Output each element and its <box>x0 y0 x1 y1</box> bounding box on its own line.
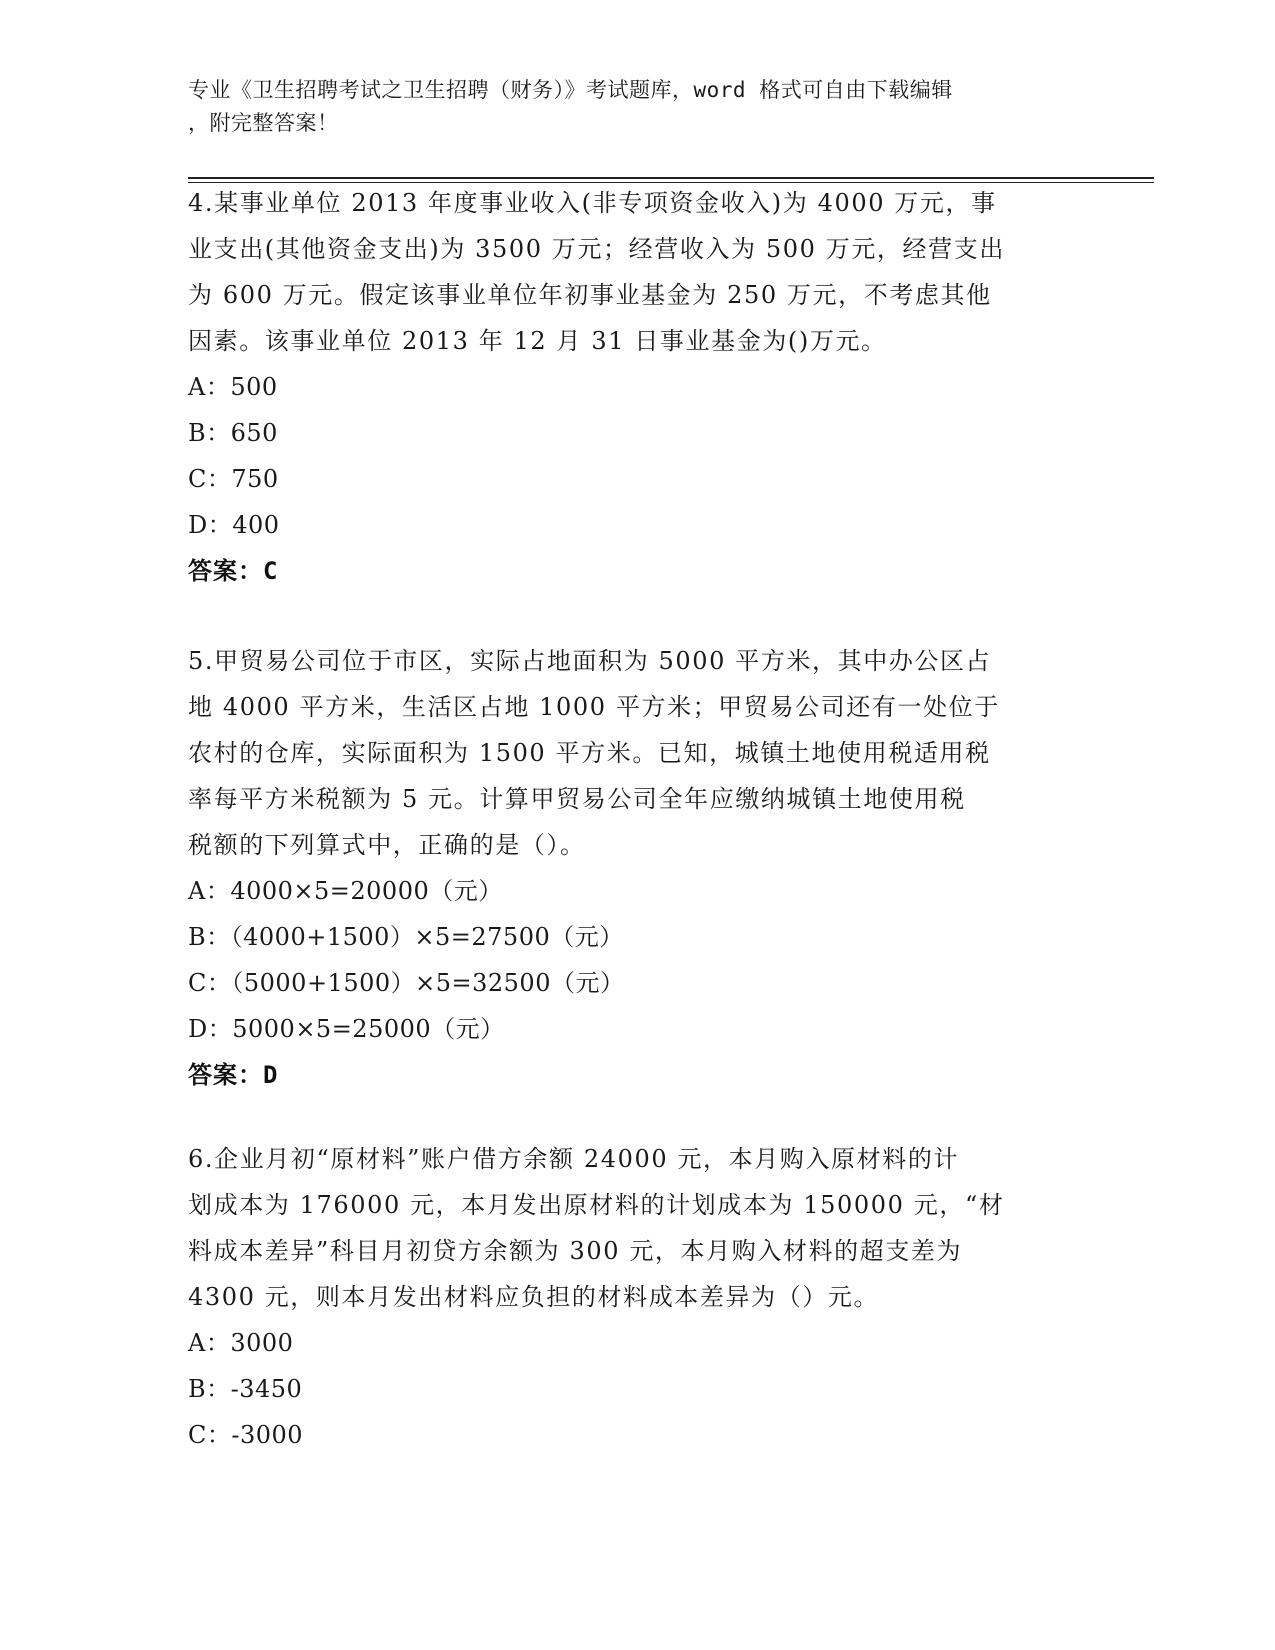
question-text-line: 为 600 万元。假定该事业单位年初事业基金为 250 万元，不考虑其他 <box>188 281 992 309</box>
header-divider-thick <box>188 177 1154 179</box>
answer-line: 答案：D <box>188 1061 279 1089</box>
question-text-line: 6.企业月初“原材料”账户借方余额 24000 元，本月购入原材料的计 <box>188 1145 960 1173</box>
option-d: D：5000×5=25000（元） <box>188 1015 505 1043</box>
option-b: B：-3450 <box>188 1375 303 1403</box>
question-text-line: 因素。该事业单位 2013 年 12 月 31 日事业基金为()万元。 <box>188 327 887 355</box>
option-c: C：-3000 <box>188 1421 304 1449</box>
option-a: A：500 <box>188 373 278 401</box>
option-c: C：750 <box>188 465 279 493</box>
question-text-line: 农村的仓库，实际面积为 1500 平方米。已知，城镇土地使用税适用税 <box>188 739 991 767</box>
answer-line: 答案：C <box>188 557 279 585</box>
question-text-line: 5.甲贸易公司位于市区，实际占地面积为 5000 平方米，其中办公区占 <box>188 647 992 675</box>
option-a: A：4000×5=20000（元） <box>188 877 503 905</box>
question-text-line: 业支出(其他资金支出)为 3500 万元；经营收入为 500 万元，经营支出 <box>188 235 1005 263</box>
option-c: C：（5000+1500）×5=32500（元） <box>188 969 625 997</box>
question-text-line: 4.某事业单位 2013 年度事业收入(非专项资金收入)为 4000 万元，事 <box>188 189 997 217</box>
question-text-line: 料成本差异”科目月初贷方余额为 300 元，本月购入材料的超支差为 <box>188 1237 963 1265</box>
option-b: B：（4000+1500）×5=27500（元） <box>188 923 624 951</box>
option-d: D：400 <box>188 511 280 539</box>
question-4 <box>188 180 1088 594</box>
question-6 <box>188 1136 1088 1458</box>
question-5 <box>188 638 1088 1098</box>
header-line-1: 专业《卫生招聘考试之卫生招聘（财务）》考试题库，word 格式可自由下载编辑 <box>188 78 953 102</box>
question-text-line: 税额的下列算式中，正确的是（）。 <box>188 831 586 859</box>
question-text-line: 划成本为 176000 元，本月发出原材料的计划成本为 150000 元，“材 <box>188 1191 1005 1219</box>
question-text-line: 率每平方米税额为 5 元。计算甲贸易公司全年应缴纳城镇土地使用税 <box>188 785 966 813</box>
option-a: A：3000 <box>188 1329 294 1357</box>
header-line-2: ，附完整答案！ <box>188 111 339 135</box>
option-b: B：650 <box>188 419 278 447</box>
document-header <box>188 74 1068 140</box>
question-text-line: 地 4000 平方米，生活区占地 1000 平方米；甲贸易公司还有一处位于 <box>188 693 1000 721</box>
question-text-line: 4300 元，则本月发出材料应负担的材料成本差异为（）元。 <box>188 1283 880 1311</box>
